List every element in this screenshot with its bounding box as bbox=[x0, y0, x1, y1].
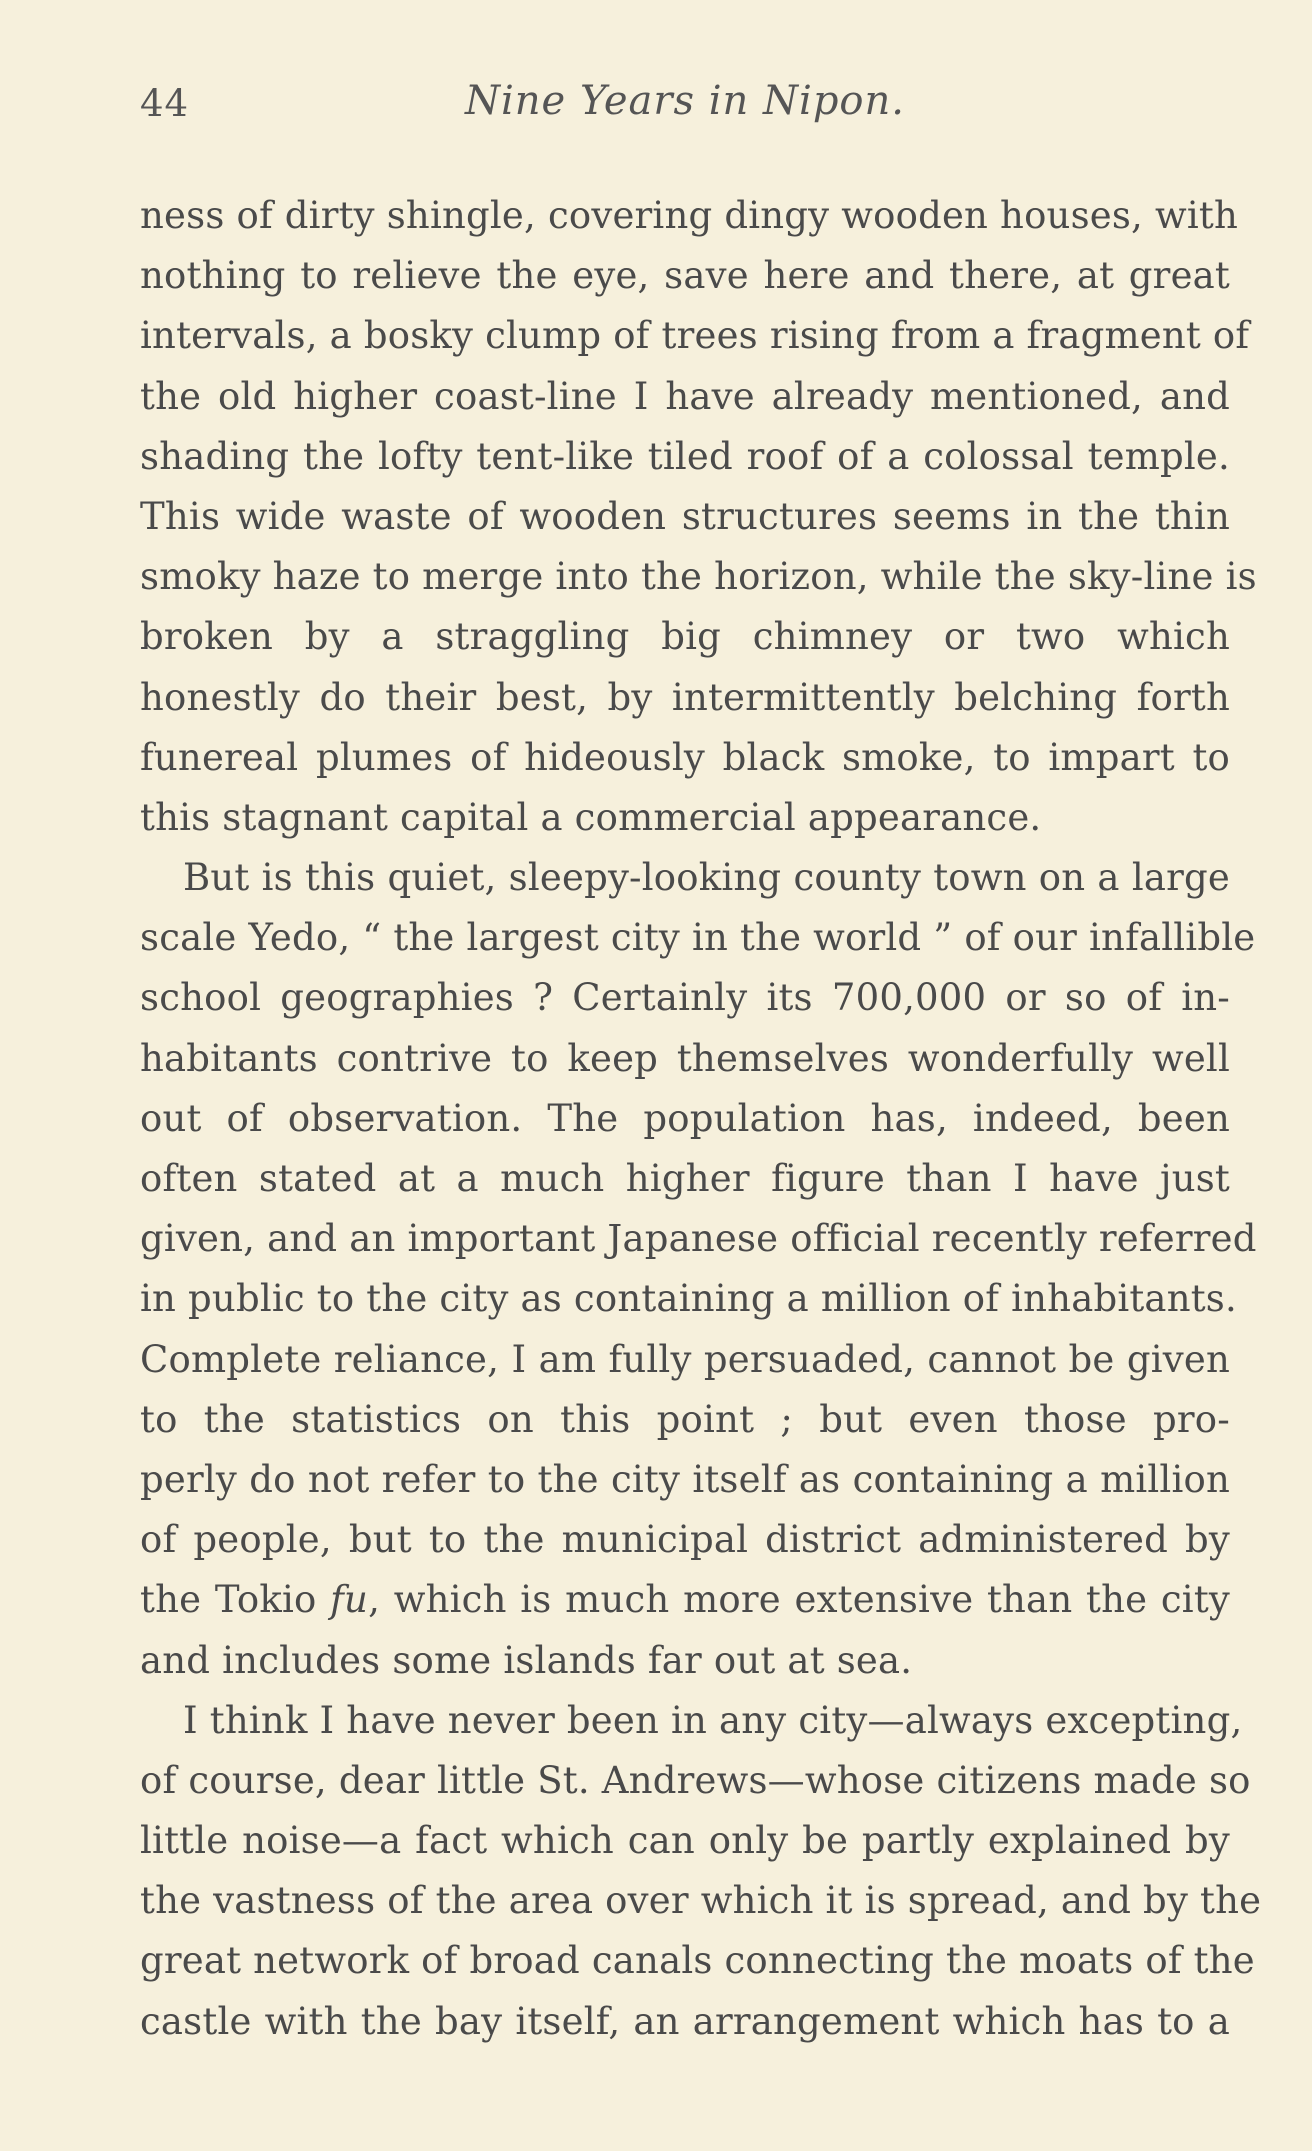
text-line: broken by a straggling big chimney or two which bbox=[140, 615, 1230, 659]
text-line: honestly do their best, by intermittently belching forth bbox=[140, 675, 1230, 719]
text-line: smoky haze to merge into the horizon, while the sky-line is bbox=[140, 555, 1257, 599]
text-line: shading the lofty tent-like tiled roof of a colossal temple. bbox=[140, 434, 1230, 478]
text-segment: the Tokio bbox=[140, 1578, 331, 1622]
text-line: habitants contrive to keep themselves wonderfully well bbox=[140, 1036, 1230, 1080]
text-segment: , which is much more extensive than the city bbox=[368, 1578, 1230, 1622]
italic-term: fu bbox=[330, 1578, 369, 1622]
text-line: in public to the city as containing a million of inhabitants. bbox=[140, 1277, 1237, 1321]
text-line: this stagnant capital a commercial appearance. bbox=[140, 795, 1042, 839]
text-line: of people, but to the municipal district administered by bbox=[140, 1518, 1230, 1562]
text-line: funereal plumes of hideously black smoke, to impart to bbox=[140, 735, 1230, 779]
text-line: often stated at a much higher figure than I have just bbox=[140, 1157, 1230, 1200]
text-line: great network of broad canals connecting the moats of the bbox=[140, 1939, 1255, 1983]
body-text bbox=[140, 186, 1262, 2052]
text-line: and includes some islands far out at sea. bbox=[140, 1638, 913, 1682]
text-line: perly do not refer to the city itself as containing a million bbox=[140, 1457, 1230, 1501]
text-line: ness of dirty shingle, covering dingy wooden houses, with bbox=[140, 194, 1238, 237]
text-line: Complete reliance, I am fully persuaded, cannot be given bbox=[140, 1337, 1230, 1381]
text-line: to the statistics on this point ; but even those pro- bbox=[140, 1397, 1230, 1441]
text-line: out of observation. The population has, indeed, been bbox=[140, 1096, 1230, 1140]
page-header bbox=[140, 78, 1230, 138]
text-line: This wide waste of wooden structures seems in the thin bbox=[140, 494, 1230, 538]
text-line: school geographies ? Certainly its 700,000 or so of in- bbox=[140, 976, 1230, 1020]
text-line: nothing to relieve the eye, save here and there, at great bbox=[140, 254, 1230, 298]
text-line: castle with the bay itself, an arrangement which has to a bbox=[140, 1999, 1230, 2043]
text-line: given, and an important Japanese official recently referred bbox=[140, 1217, 1257, 1261]
running-title: Nine Years in Nipon. bbox=[465, 78, 905, 124]
text-line: the vastness of the area over which it is spread, and by the bbox=[140, 1879, 1262, 1923]
text-line: of course, dear little St. Andrews—whose citizens made so bbox=[140, 1758, 1251, 1802]
text-line: I think I have never been in any city—always excepting, bbox=[183, 1698, 1243, 1742]
text-line: the old higher coast-line I have already mentioned, and bbox=[140, 374, 1230, 418]
text-line bbox=[140, 1570, 1230, 1630]
text-line: scale Yedo, “ the largest city in the world ” of our infallible bbox=[140, 916, 1256, 960]
text-line: little noise—a fact which can only be partly explained by bbox=[140, 1819, 1230, 1863]
text-line: intervals, a bosky clump of trees rising from a fragment of bbox=[140, 314, 1250, 358]
page-number: 44 bbox=[140, 82, 190, 125]
text-line: But is this quiet, sleepy-looking county town on a large bbox=[183, 856, 1230, 900]
